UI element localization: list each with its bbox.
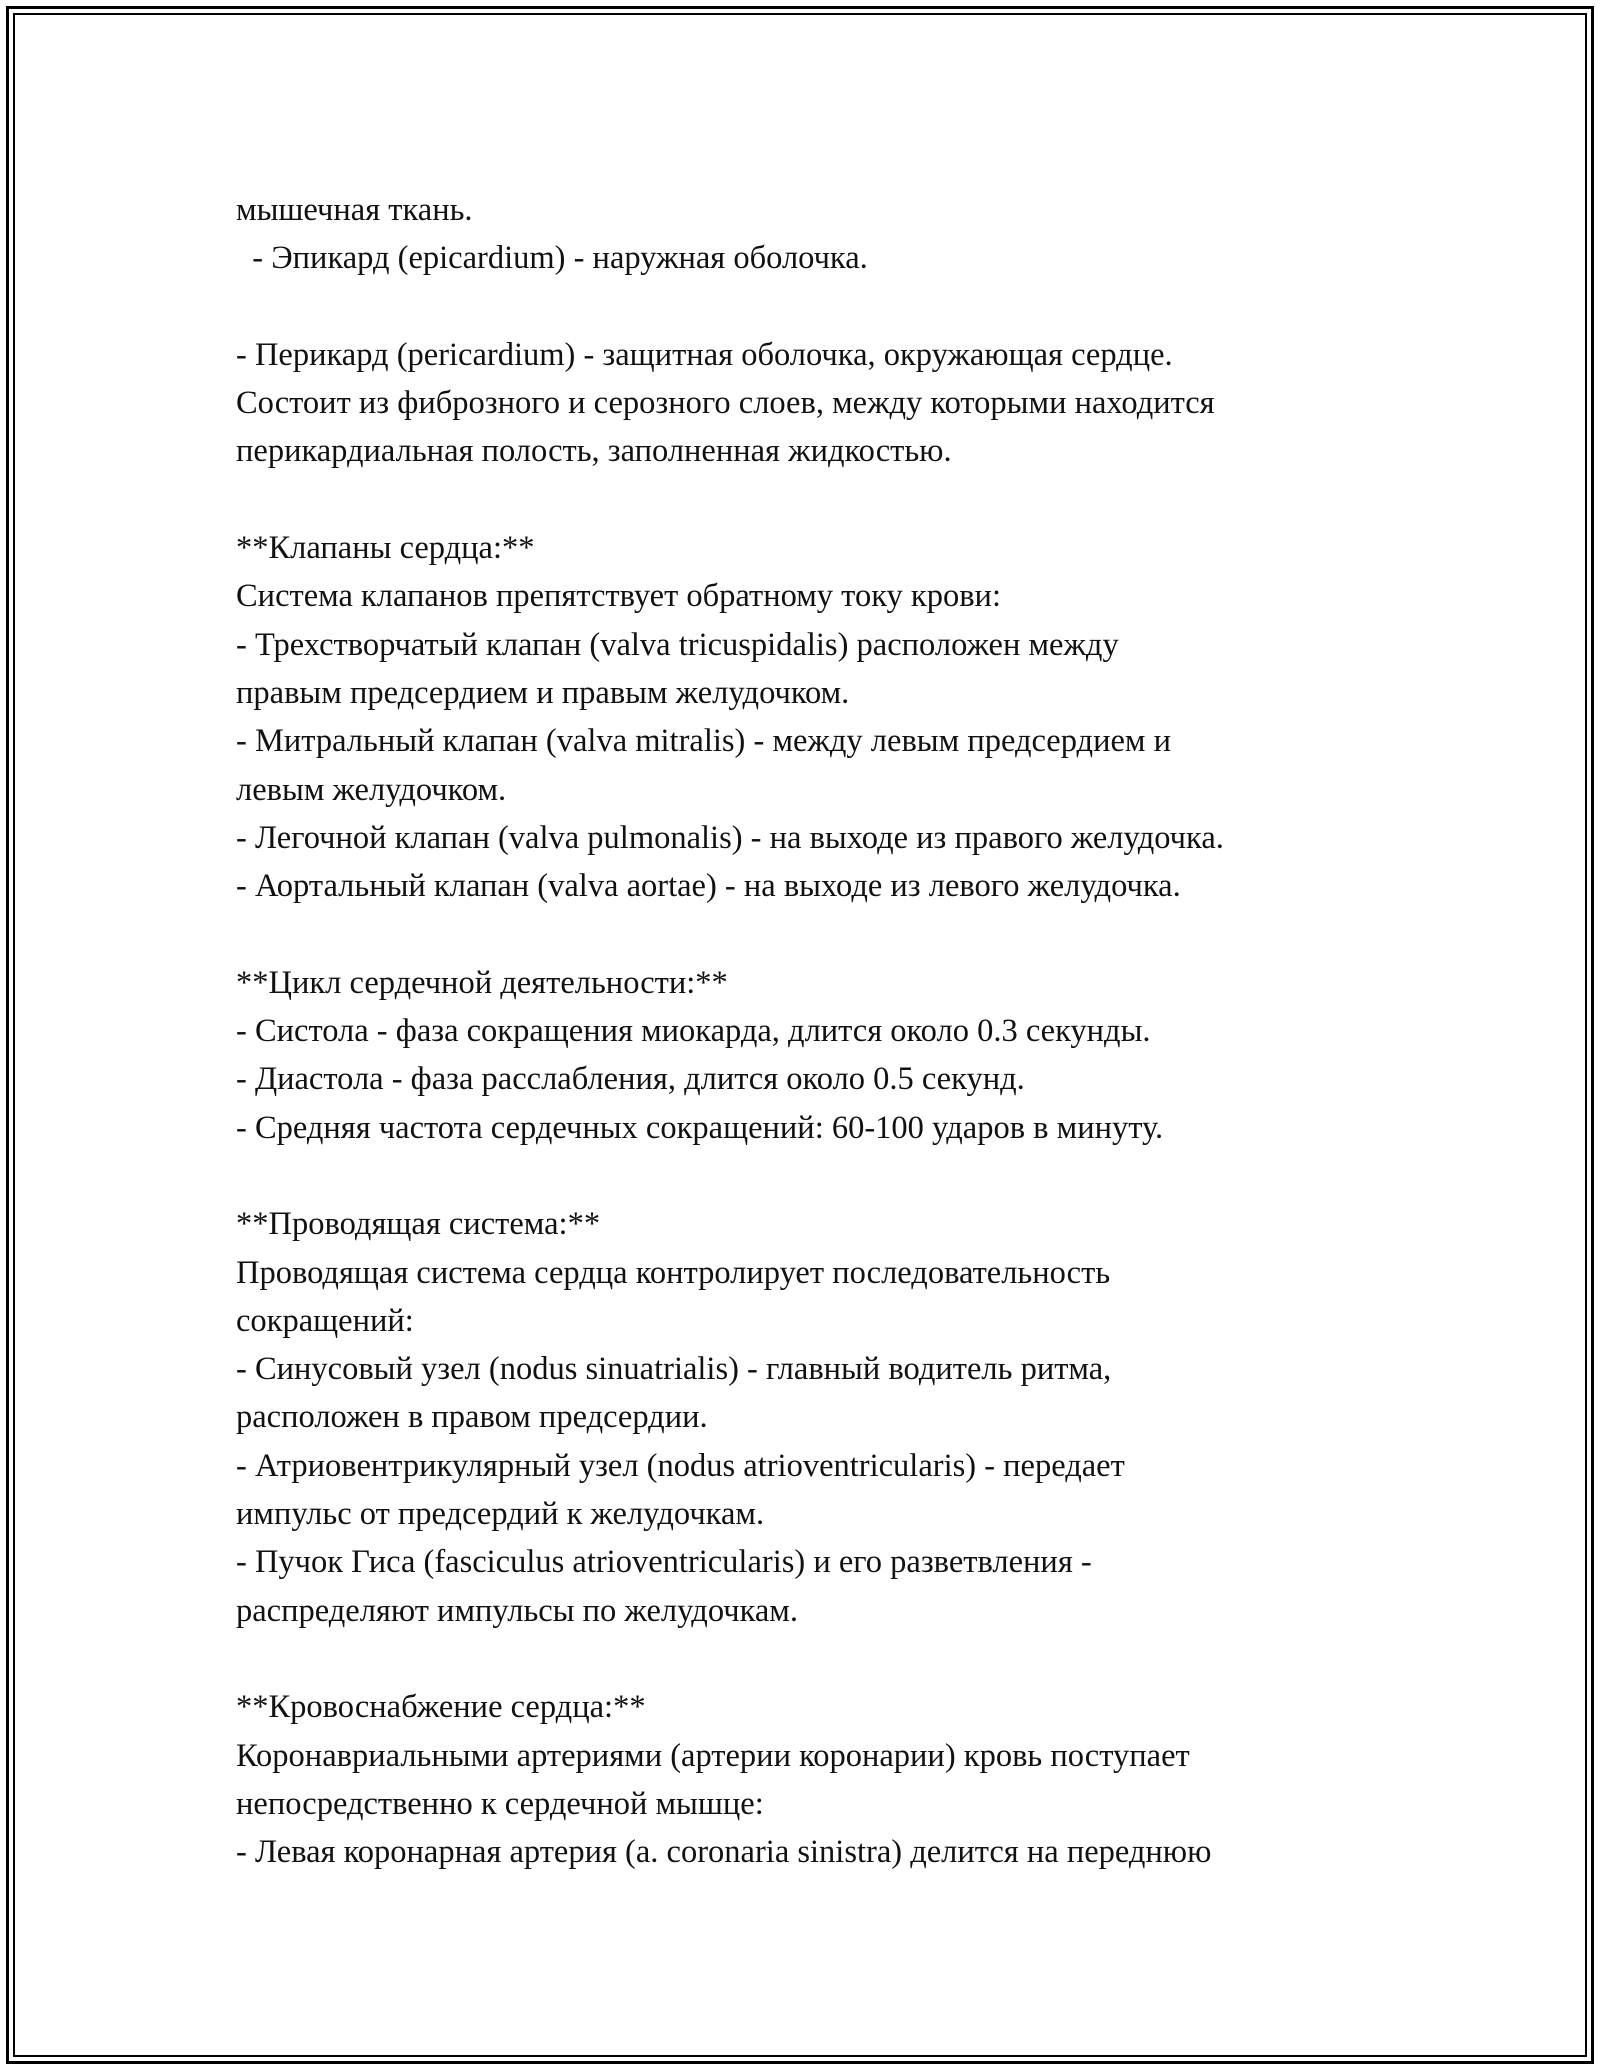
text-line: - Перикард (pericardium) - защитная оболочка, окружающая сердце. [236,336,1173,373]
section-heading: **Клапаны сердца:** [236,530,535,567]
text-line: - Пучок Гиса (fasciculus atrioventricularis) и его разветвления - [236,1544,1092,1581]
text-line: - Систола - фаза сокращения миокарда, длится около 0.3 секунды. [236,1013,1151,1050]
text-line: непосредственно к сердечной мышце: [236,1785,764,1822]
text-line: импульс от предсердий к желудочкам. [236,1496,765,1533]
text-line: Проводящая система сердца контролирует последовательность [236,1254,1111,1291]
text-line: Коронавриальными артериями (артерии коронарии) кровь поступает [236,1737,1190,1774]
text-line: - Митральный клапан (valva mitralis) - между левым предсердием и [236,723,1171,760]
text-line: - Диастола - фаза расслабления, длится около 0.5 секунд. [236,1061,1025,1098]
text-line: сокращений: [236,1302,414,1339]
blank-line [236,476,1436,524]
text-line: распределяют импульсы по желудочкам. [236,1592,798,1629]
blank-line [236,1635,1436,1683]
blank-line [236,1152,1436,1200]
blank-line [236,910,1436,958]
blank-line [236,283,1436,331]
text-line: мышечная ткань. [236,192,473,228]
section-heading: **Кровоснабжение сердца:** [236,1689,646,1726]
text-line: Состоит из фиброзного и серозного слоев, между которыми находится [236,385,1215,422]
text-line: - Трехстворчатый клапан (valva tricuspidalis) расположен между [236,626,1119,663]
text-line: - Аортальный клапан (valva aortae) - на выходе из левого желудочка. [236,868,1181,905]
text-line: Система клапанов препятствует обратному току крови: [236,578,1001,615]
section-heading: **Проводящая система:** [236,1206,601,1243]
text-line: - Синусовый узел (nodus sinuatrialis) - главный водитель ритма, [236,1351,1112,1388]
text-line: расположен в правом предсердии. [236,1399,708,1436]
text-line: - Эпикард (epicardium) - наружная оболочка. [236,240,868,277]
section-heading: **Цикл сердечной деятельности:** [236,964,728,1001]
document-body [236,186,1436,1876]
text-line: перикардиальная полость, заполненная жидкостью. [236,433,952,470]
text-line: левым желудочком. [236,771,507,808]
text-line: правым предсердием и правым желудочком. [236,674,850,711]
text-line: - Атриовентрикулярный узел (nodus atrioventricularis) - передает [236,1447,1125,1484]
text-line: - Средняя частота сердечных сокращений: 60-100 ударов в минуту. [236,1109,1164,1146]
text-line: - Левая коронарная артерия (a. coronaria sinistra) делится на переднюю [236,1834,1212,1871]
text-line: - Легочной клапан (valva pulmonalis) - на выходе из правого желудочка. [236,819,1224,856]
